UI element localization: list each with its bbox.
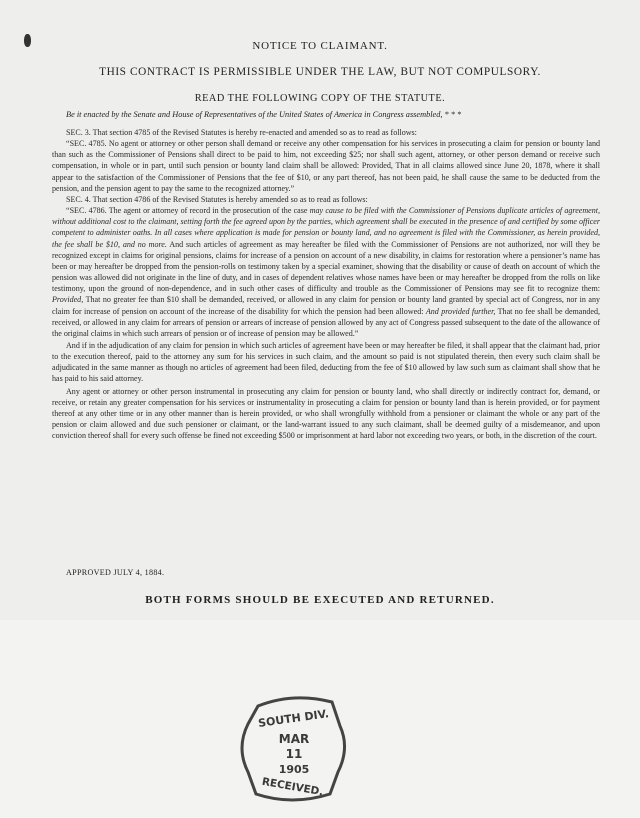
received-stamp (228, 688, 358, 808)
section-4-intro: SEC. 4. That section 4786 of the Revised Statutes is hereby amended so as to read as follows: (66, 194, 368, 204)
enactment-clause: Be it enacted by the Senate and House of Representatives of the United States of America in Congress assembled, * * * (66, 110, 462, 119)
section-4-text (52, 205, 600, 339)
stamp-day: 11 (285, 747, 303, 761)
section-4-italic: may cause to be filed with the Commissioner of Pensions duplicate articles of agreement, without additional cost to the claimant, setting forth the fee agreed upon by the parties, which agreement shall be executed in the presence of and certified by some officer competent to administer oaths. In all cases where application is made for pension or bounty land, and no agreement is filed with the Commissioner, as herein provided, the fee shall be $10, and no more. (52, 206, 600, 249)
both-forms-notice: BOTH FORMS SHOULD BE EXECUTED AND RETURNED. (145, 594, 495, 606)
stamp-division: SOUTH DIV. (257, 707, 330, 730)
section-4-text-d: That no fee shall be demanded, received, or allowed in any claim for arrears of pension or arrears of increase of pension allowed by any act of Congress passed subsequent to the date of the allowance of the original claims in which such arrears of pension or of increase of pension may be allowed.” (52, 306, 601, 338)
section-4-text-b: And such articles of agreement as may hereafter be filed with the Commissioner of Pensions are not authorized, nor will they be recognized except in claims for original pensions, claims for increase of a pension on account of a new disability, in claims for restoration where a pensioner’s name has been or may hereafter be dropped from the pension-rolls on testimony taken by a special examiner, showing that the disability or cause of death on account of which the pension was allowed did not originate in the line of duty, and in cases of dependent relatives whose names have been or may hereafter be dropped from the rolls on like testimony, upon the ground of non-dependence, and in such other cases of difficulty and trouble as the Commissioner of Pensions may see fit to recognize them: (52, 239, 600, 294)
notice-title: NOTICE TO CLAIMANT. (252, 40, 388, 52)
section-4-text-c: That no greater fee than $10 shall be demanded, received, or allowed in any claim for pension or bounty land granted by special act of Congress, nor in any claim for increase of pension on account of the increase of the disability for which the pension had been allowed: (52, 295, 600, 316)
contract-statement: THIS CONTRACT IS PERMISSIBLE UNDER THE LAW, BUT NOT COMPULSORY. (99, 66, 541, 78)
stamp-month: MAR (278, 732, 310, 746)
section-3-intro: SEC. 3. That section 4785 of the Revised Statutes is hereby re-enacted and amended so as to read as follows: (66, 128, 417, 137)
statute-body (52, 127, 600, 441)
adjudication-paragraph: And if in the adjudication of any claim for pension in which such articles of agreement have been or may hereafter be filed, it shall appear that the claimant had, prior to the execution thereof, paid to the attorney any sum for his services in such claim, and the amount so paid is not stipulated therein, then every such claim shall be adjudicated in the same manner as though no articles of agreement had been filed, deducting from the fee of $10 allowed by law such sum as claimant shall show that he has paid to his said attorney. (52, 340, 600, 384)
approval-date: APPROVED JULY 4, 1884. (66, 568, 165, 577)
section-3-text: “SEC. 4785. No agent or attorney or other person shall demand or receive any other compensation for his services in prosecuting a claim for pension or bounty land than such as the Commissioner of Pensions shall direct to be paid to him, not exceeding $25; nor shall such agent, attorney, or other person demand or receive such compensation, in whole or in part, until such pension or bounty land claim shall be allowed: Provided, That in all claims allowed since June 20, 1878, where it shall appear to the satisfaction of the Commissioner of Pensions that the fee of $10, or any part thereof, has not been paid, he shall cause the same to be deducted from the pension, and the pension agent to pay the same to the recognized attorney.” (52, 139, 600, 193)
section-4-provided: Provided, (52, 295, 84, 305)
penalty-paragraph: Any agent or attorney or other person instrumental in prosecuting any claim for pension or bounty land, who shall directly or indirectly contract for, demand, or receive, or retain any greater compensation for his services or instrumentality in prosecuting a claim for pension or bounty land than is herein provided, or for payment thereof at any other time or in any other manner than is herein provided, or who shall wrongfully withhold from a pensioner or claimant the whole or any part of the pension or claim allowed and due such pensioner or claimant, or the land-warrant issued to any such claimant, shall be deemed guilty of a misdemeanor, and upon conviction thereof shall for every such offense be fined not exceeding $500 or imprisonment at hard labor not exceeding two years, or both, in the discretion of the court. (52, 386, 600, 441)
statute-heading: READ THE FOLLOWING COPY OF THE STATUTE. (194, 93, 446, 104)
stamp-received: RECEIVED. (260, 775, 325, 799)
section-4-text-a: “SEC. 4786. The agent or attorney of record in the prosecution of the case (66, 206, 308, 216)
section-4-provided-further: And provided further, (425, 306, 496, 316)
stamp-year: 1905 (278, 763, 310, 776)
